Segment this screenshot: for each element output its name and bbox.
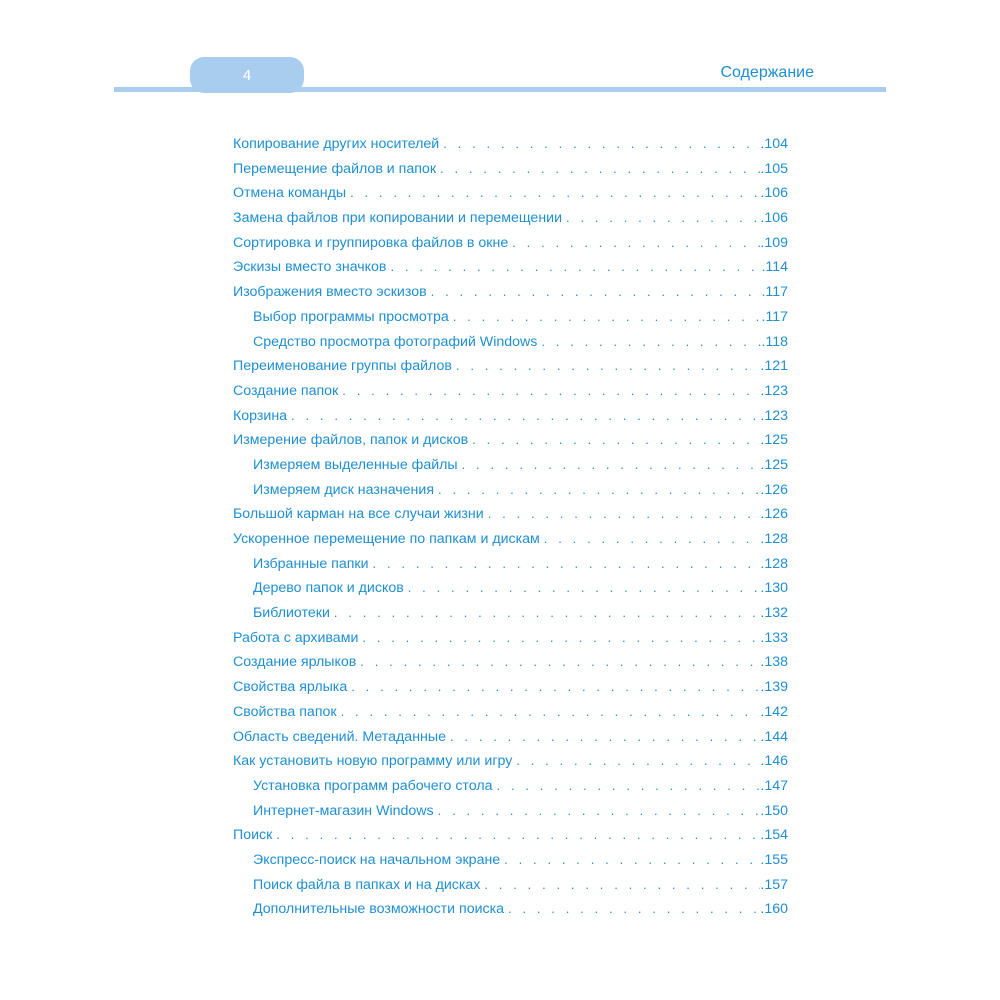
toc-entry-title: Измеряем выделенные файлы (253, 456, 458, 473)
toc-subentry (233, 873, 788, 898)
toc-entry-title: Работа с архивами (233, 629, 359, 646)
toc-dot-leader (480, 873, 760, 898)
toc-entry-page: .126 (760, 506, 788, 523)
toc-entry-title: Ускоренное перемещение по папкам и дискам (233, 531, 540, 547)
toc-subentry (233, 330, 788, 355)
toc-entry-title: Поиск (233, 827, 273, 844)
toc-dot-leader (427, 280, 762, 305)
toc-entry-page: .128 (760, 531, 788, 547)
toc-dot-leader (504, 897, 760, 922)
toc-subentry (233, 774, 788, 799)
toc-entry-title: Отмена команды (233, 185, 347, 202)
toc-entry-title: Дополнительные возможности поиска (253, 901, 505, 918)
toc-entry-title: Область сведений. Метаданные (233, 728, 446, 745)
toc-entry-title: Изображения вместо эскизов (233, 284, 427, 301)
toc-dot-leader (369, 552, 761, 577)
toc-entry-title: Измеряем диск назначения (253, 481, 435, 498)
toc-dot-leader (434, 799, 761, 824)
toc-entry-page: .150 (760, 802, 788, 819)
toc-entry (233, 379, 788, 404)
toc-dot-leader (484, 502, 761, 527)
toc-entry-page: .104 (760, 136, 788, 152)
toc-entry-title: Эскизы вместо значков (233, 259, 387, 276)
toc-dot-leader (500, 848, 760, 873)
toc-dot-leader (436, 157, 760, 182)
toc-entry-page: .132 (760, 605, 788, 622)
toc-entry-page: .106 (760, 210, 788, 227)
toc-dot-leader (434, 478, 760, 503)
toc-entry-page: .155 (760, 851, 788, 868)
toc-subentry (233, 799, 788, 824)
toc-entry-page: .126 (760, 481, 788, 498)
toc-dot-leader (452, 354, 760, 379)
toc-entry-title: Как установить новую программу или игру (233, 753, 513, 770)
toc-entry-title: Экспресс-поиск на начальном экране (253, 851, 501, 868)
toc-dot-leader (449, 305, 762, 330)
toc-entry-title: Корзина (233, 407, 288, 424)
toc-entry (233, 502, 788, 527)
toc-entry-title: Интернет-магазин Windows (253, 802, 434, 819)
toc-entry-title: Установка программ рабочего стола (253, 777, 493, 794)
toc-dot-leader (508, 231, 760, 256)
toc-entry-title: Средство просмотра фотографий Windows (253, 333, 538, 350)
toc-entry (233, 181, 788, 206)
toc-entry-title: Измерение файлов, папок и дисков (233, 432, 469, 449)
toc-entry (233, 749, 788, 774)
toc-entry-title: Большой карман на все случаи жизни (233, 506, 484, 523)
toc-entry-page: .105 (760, 160, 788, 177)
toc-entry-title: Создание папок (233, 382, 339, 399)
toc-entry-title: Копирование других носителей (233, 136, 440, 152)
toc-entry-page: .139 (760, 679, 788, 696)
toc-entry-page: .128 (760, 555, 788, 572)
toc-entry-title: Перемещение файлов и папок (233, 160, 437, 177)
toc-entry-page: .142 (760, 703, 788, 720)
page-number-tab (190, 57, 304, 93)
toc-entry-page: .117 (761, 308, 788, 325)
toc-entry-page: .118 (761, 333, 788, 350)
toc-dot-leader (446, 725, 760, 750)
toc-dot-leader (356, 650, 760, 675)
toc-subentry (233, 478, 788, 503)
toc-entry-title: Избранные папки (253, 555, 369, 572)
toc-dot-leader (537, 330, 761, 355)
toc-entry-title: Поиск файла в папках и на дисках (253, 876, 481, 893)
toc-entry-page: .114 (761, 259, 788, 276)
table-of-contents (233, 132, 788, 922)
toc-entry-title: Переименование группы файлов (233, 358, 452, 375)
toc-entry-page: .133 (760, 629, 788, 646)
toc-entry-page: .123 (760, 407, 788, 424)
toc-entry-title: Дерево папок и дисков (253, 580, 404, 597)
toc-dot-leader (272, 823, 760, 848)
toc-entry-title: Свойства ярлыка (233, 679, 348, 696)
toc-dot-leader (337, 700, 761, 725)
toc-dot-leader (347, 675, 760, 700)
toc-entry-page: .109 (760, 234, 788, 251)
toc-subentry (233, 601, 788, 626)
toc-subentry (233, 848, 788, 873)
toc-entry-page: .106 (760, 185, 788, 202)
toc-dot-leader (458, 453, 761, 478)
toc-entry-page: .147 (760, 777, 788, 794)
toc-dot-leader (468, 428, 760, 453)
toc-dot-leader (346, 181, 760, 206)
toc-entry (233, 255, 788, 280)
toc-entry (233, 206, 788, 231)
toc-dot-leader (493, 774, 761, 799)
toc-subentry (233, 305, 788, 330)
toc-dot-leader (562, 206, 760, 231)
toc-entry (233, 626, 788, 651)
toc-dot-leader (386, 255, 761, 280)
toc-entry (233, 675, 788, 700)
toc-entry-page: .117 (761, 284, 788, 301)
page-number: 4 (242, 66, 252, 84)
toc-entry-title: Свойства папок (233, 703, 337, 720)
toc-entry (233, 280, 788, 305)
toc-entry-page: .138 (760, 654, 788, 671)
section-title: Содержание (720, 64, 814, 81)
toc-dot-leader (358, 626, 760, 651)
toc-entry-page: .125 (760, 432, 788, 449)
toc-entry-page: .144 (760, 728, 788, 745)
toc-entry-title: Сортировка и группировка файлов в окне (233, 234, 509, 251)
toc-dot-leader (330, 601, 761, 626)
toc-entry (233, 231, 788, 256)
toc-entry-page: .160 (760, 901, 788, 918)
toc-entry (233, 823, 788, 848)
toc-entry-title: Библиотеки (253, 605, 330, 622)
toc-entry (233, 700, 788, 725)
toc-entry-title: Замена файлов при копировании и перемещении (233, 210, 563, 227)
toc-entry (233, 725, 788, 750)
toc-dot-leader (540, 527, 761, 552)
toc-entry (233, 404, 788, 429)
toc-subentry (233, 576, 788, 601)
toc-entry (233, 132, 788, 157)
toc-subentry (233, 897, 788, 922)
toc-entry-title: Выбор программы просмотра (253, 308, 449, 325)
toc-dot-leader (512, 749, 760, 774)
toc-dot-leader (338, 379, 760, 404)
toc-dot-leader (287, 404, 760, 429)
toc-entry-page: .130 (760, 580, 788, 597)
toc-entry-page: .146 (760, 753, 788, 770)
toc-entry-page: .157 (760, 876, 788, 893)
toc-entry-page: .154 (760, 827, 788, 844)
toc-entry-page: .123 (760, 382, 788, 399)
toc-dot-leader (439, 132, 760, 157)
toc-entry-page: .121 (760, 358, 788, 375)
toc-entry-page: .125 (760, 456, 788, 473)
toc-entry (233, 157, 788, 182)
toc-dot-leader (404, 576, 761, 601)
toc-subentry (233, 552, 788, 577)
toc-entry (233, 354, 788, 379)
toc-entry (233, 650, 788, 675)
toc-entry (233, 527, 788, 552)
toc-entry (233, 428, 788, 453)
toc-entry-title: Создание ярлыков (233, 654, 357, 671)
toc-subentry (233, 453, 788, 478)
